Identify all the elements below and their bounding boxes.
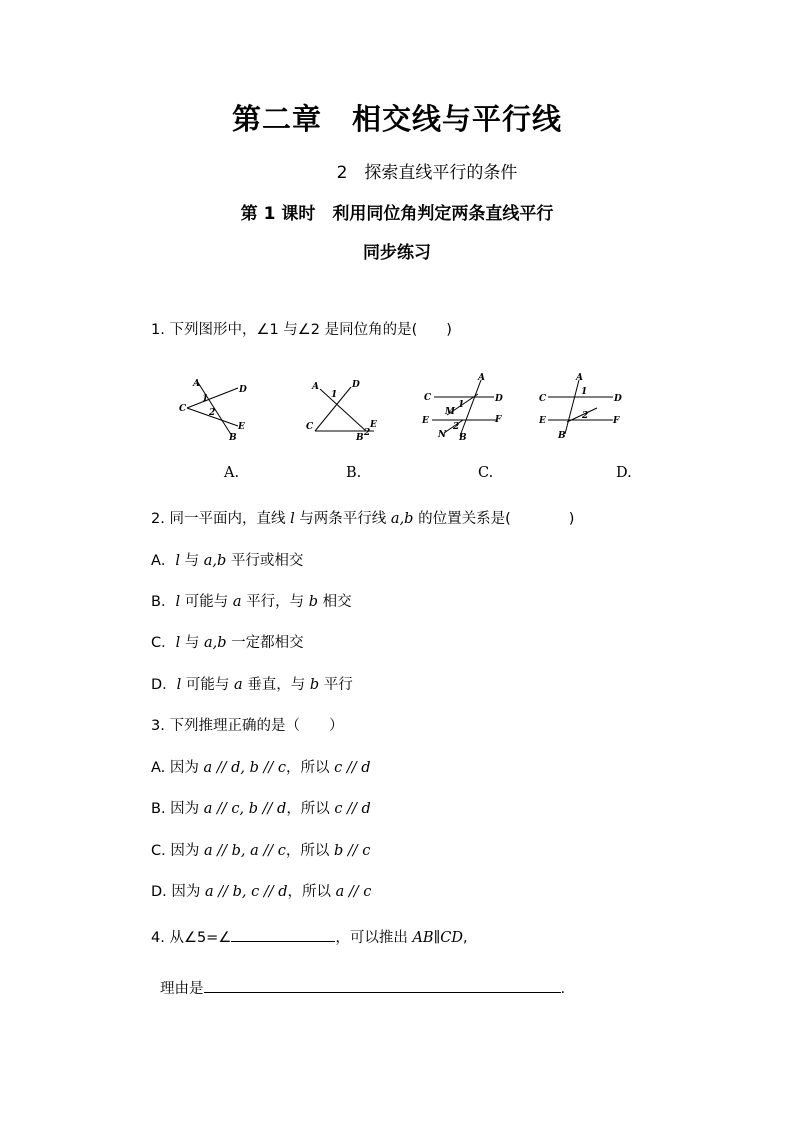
fig-a-point: E <box>238 422 245 432</box>
q1-stem: 1. 下列图形中，∠1 与∠2 是同位角的是( ) <box>151 322 452 338</box>
fig-c-point: 2 <box>453 422 460 432</box>
fig-c-point: E <box>422 416 429 426</box>
fig-a-point: B <box>229 433 237 443</box>
fig-c-point: B <box>459 433 467 443</box>
figure-c-label: C. <box>478 465 494 481</box>
fig-b-point: B <box>356 433 364 443</box>
q3-option-b: B. 因为 a // c, b // d，所以 c // d <box>151 801 371 817</box>
q2-option-a: A．l 与 a,b 平行或相交 <box>151 553 304 569</box>
fig-b-point: D <box>352 380 360 390</box>
fig-a-point: C <box>179 404 187 414</box>
fig-c-point: A <box>478 373 485 383</box>
q2-option-b: B．l 可能与 a 平行，与 b 相交 <box>151 594 352 610</box>
fig-c-point: N <box>438 430 447 440</box>
fig-d-point: E <box>539 416 546 426</box>
q4-reason: 理由是 . <box>160 977 565 998</box>
lesson-title: 第 1 课时 利用同位角判定两条直线平行 <box>240 204 554 224</box>
fig-b-point: A <box>312 382 319 392</box>
figure-a <box>170 370 250 445</box>
fig-c-point: M <box>445 407 455 417</box>
fig-d-point: 1 <box>581 387 588 397</box>
fig-d-point: B <box>558 431 566 441</box>
figure-c <box>418 370 518 445</box>
figure-b-label: B. <box>346 465 362 481</box>
fig-c-point: D <box>495 394 503 404</box>
fig-a-point: D <box>239 385 247 395</box>
fig-b-point: C <box>306 422 314 432</box>
fig-d-point: 2 <box>582 411 589 421</box>
q3-stem: 3. 下列推理正确的是（ ） <box>151 718 344 734</box>
figure-d <box>535 370 635 445</box>
q3-option-d: D. 因为 a // b, c // d，所以 a // c <box>151 884 372 900</box>
fig-a-point: A <box>193 379 200 389</box>
q4-stem: 4. 从∠5=∠ ，可以推出 AB∥CD, <box>151 926 468 947</box>
section-title: 2 探索直线平行的条件 <box>336 163 518 183</box>
q3-option-a: A. 因为 a // d, b // c，所以 c // d <box>151 760 371 776</box>
q2-option-c: C．l 与 a,b 一定都相交 <box>151 635 304 651</box>
fig-d-point: C <box>539 394 547 404</box>
chapter-title: 第二章 相交线与平行线 <box>231 102 562 136</box>
q3-option-c: C. 因为 a // b, a // c，所以 b // c <box>151 843 371 859</box>
fig-d-point: F <box>613 416 620 426</box>
fig-a-point: 1 <box>202 394 209 404</box>
q4-reason-blank[interactable] <box>204 978 561 993</box>
fig-b-point: E <box>370 420 377 430</box>
figure-a-label: A. <box>224 465 240 481</box>
q2-stem: 2. 同一平面内，直线 l 与两条平行线 a,b 的位置关系是( ) <box>151 511 575 527</box>
fig-b-point: 2 <box>364 428 371 438</box>
fig-b-point: 1 <box>331 390 338 400</box>
figure-b <box>298 372 388 447</box>
figure-d-label: D. <box>616 465 632 481</box>
q4-angle-blank[interactable] <box>231 927 335 942</box>
fig-c-point: C <box>424 393 432 403</box>
fig-c-point: F <box>495 415 502 425</box>
fig-c-point: 1 <box>458 400 465 410</box>
fig-d-point: A <box>576 373 583 383</box>
fig-a-point: 2 <box>209 408 216 418</box>
fig-d-point: D <box>614 394 622 404</box>
practice-title: 同步练习 <box>363 243 431 263</box>
q2-option-d: D．l 可能与 a 垂直，与 b 平行 <box>151 677 353 693</box>
